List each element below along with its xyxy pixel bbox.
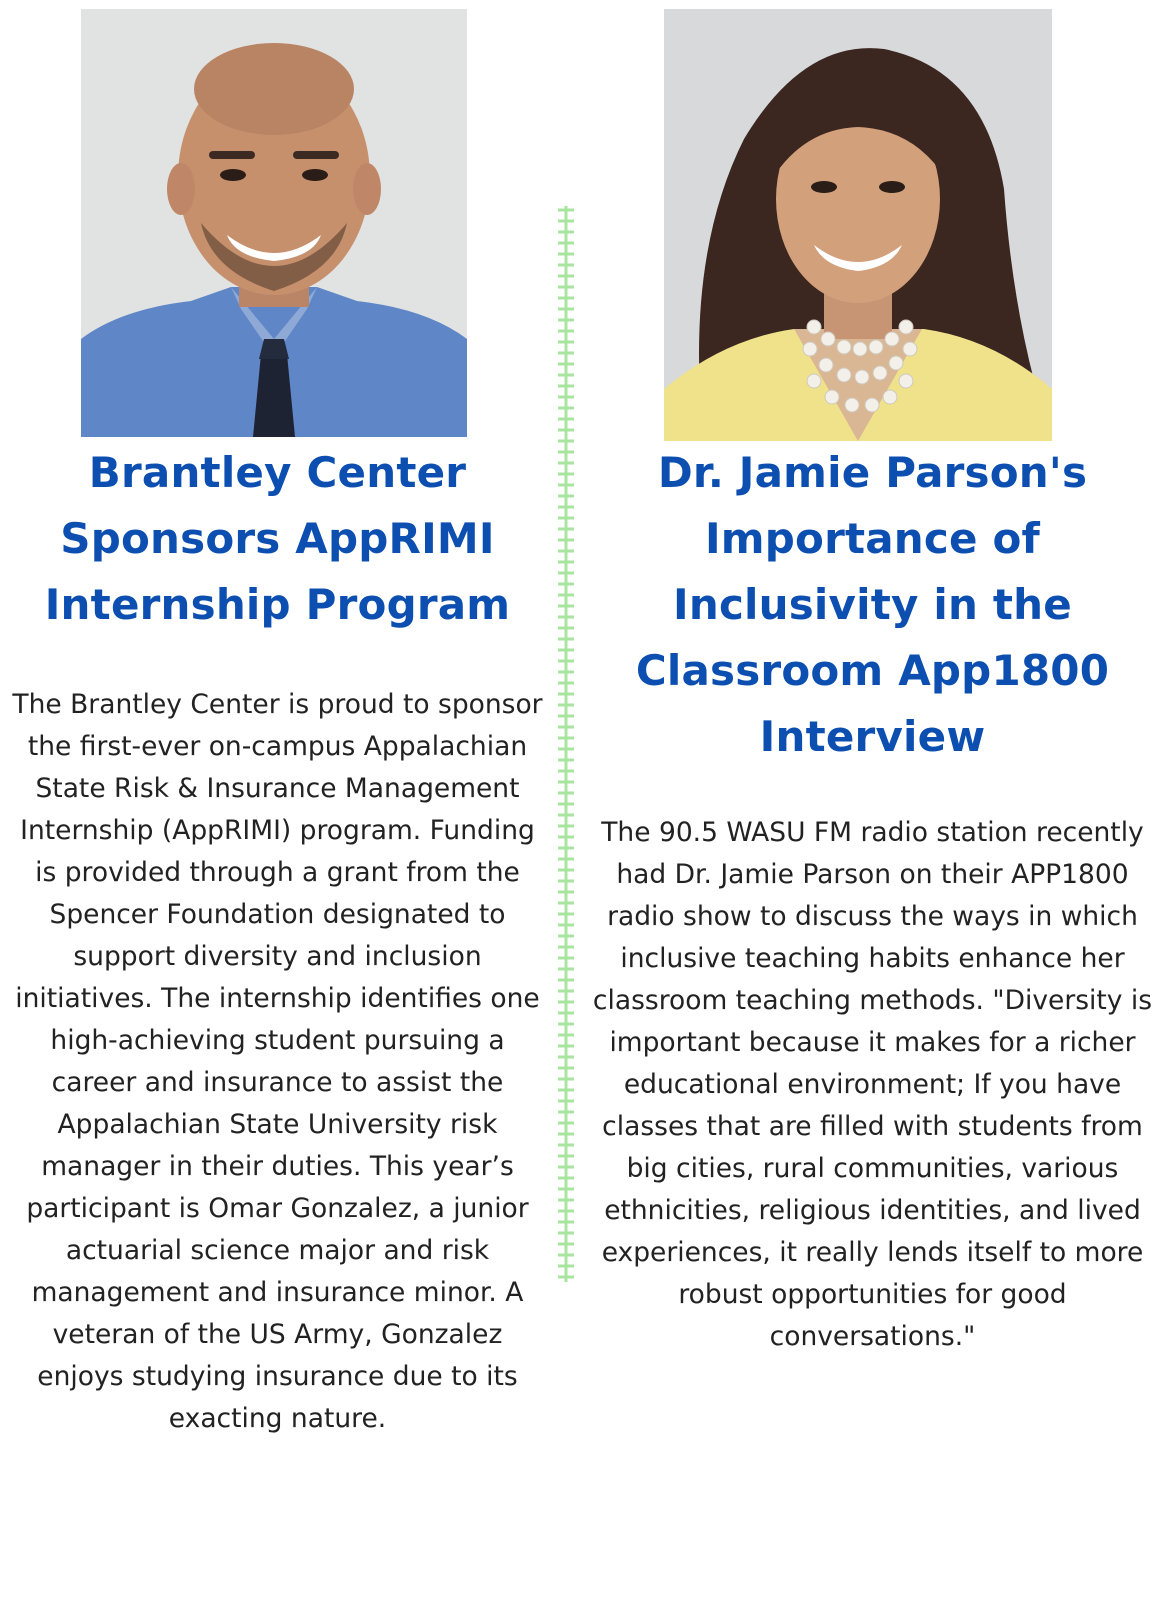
woman-portrait-illustration bbox=[664, 9, 1052, 441]
man-portrait-illustration bbox=[81, 9, 467, 437]
left-article-body: The Brantley Center is proud to sponsor the first-ever on-campus Appalachian State Risk & Insurance Management Internship (AppRIMI) program. Funding is provided through a grant from the Spencer Foundation designated to support diversity and inclusion initiatives. The internship identifies one high-achieving student pursuing a career and insurance to assist the Appalachian State University risk manager in their duties. This year’s participant is Omar Gonzalez, a junior actuarial science major and risk management and insurance minor. A veteran of the US Army, Gonzalez enjoys studying insurance due to its exacting nature. bbox=[12, 689, 543, 1434]
dashed-divider-line bbox=[556, 206, 576, 1282]
right-article-headline: Dr. Jamie Parson's Importance of Inclusivity in the Classroom App1800 Interview bbox=[635, 448, 1110, 761]
left-article-photo bbox=[81, 9, 467, 437]
right-article-body: The 90.5 WASU FM radio station recently had Dr. Jamie Parson on their APP1800 radio show to discuss the ways in which inclusive teaching habits enhance her classroom teaching methods. "Diversity is important because it makes for a richer educational environment; If you have classes that are filled with students from big cities, rural communities, various ethnicities, religious identities, and lived experiences, it really lends itself to more robust opportunities for good conversations." bbox=[592, 817, 1153, 1352]
column-divider bbox=[556, 206, 576, 1282]
right-article-photo bbox=[664, 9, 1052, 441]
left-article-headline: Brantley Center Sponsors AppRIMI Internship Program bbox=[44, 448, 511, 629]
